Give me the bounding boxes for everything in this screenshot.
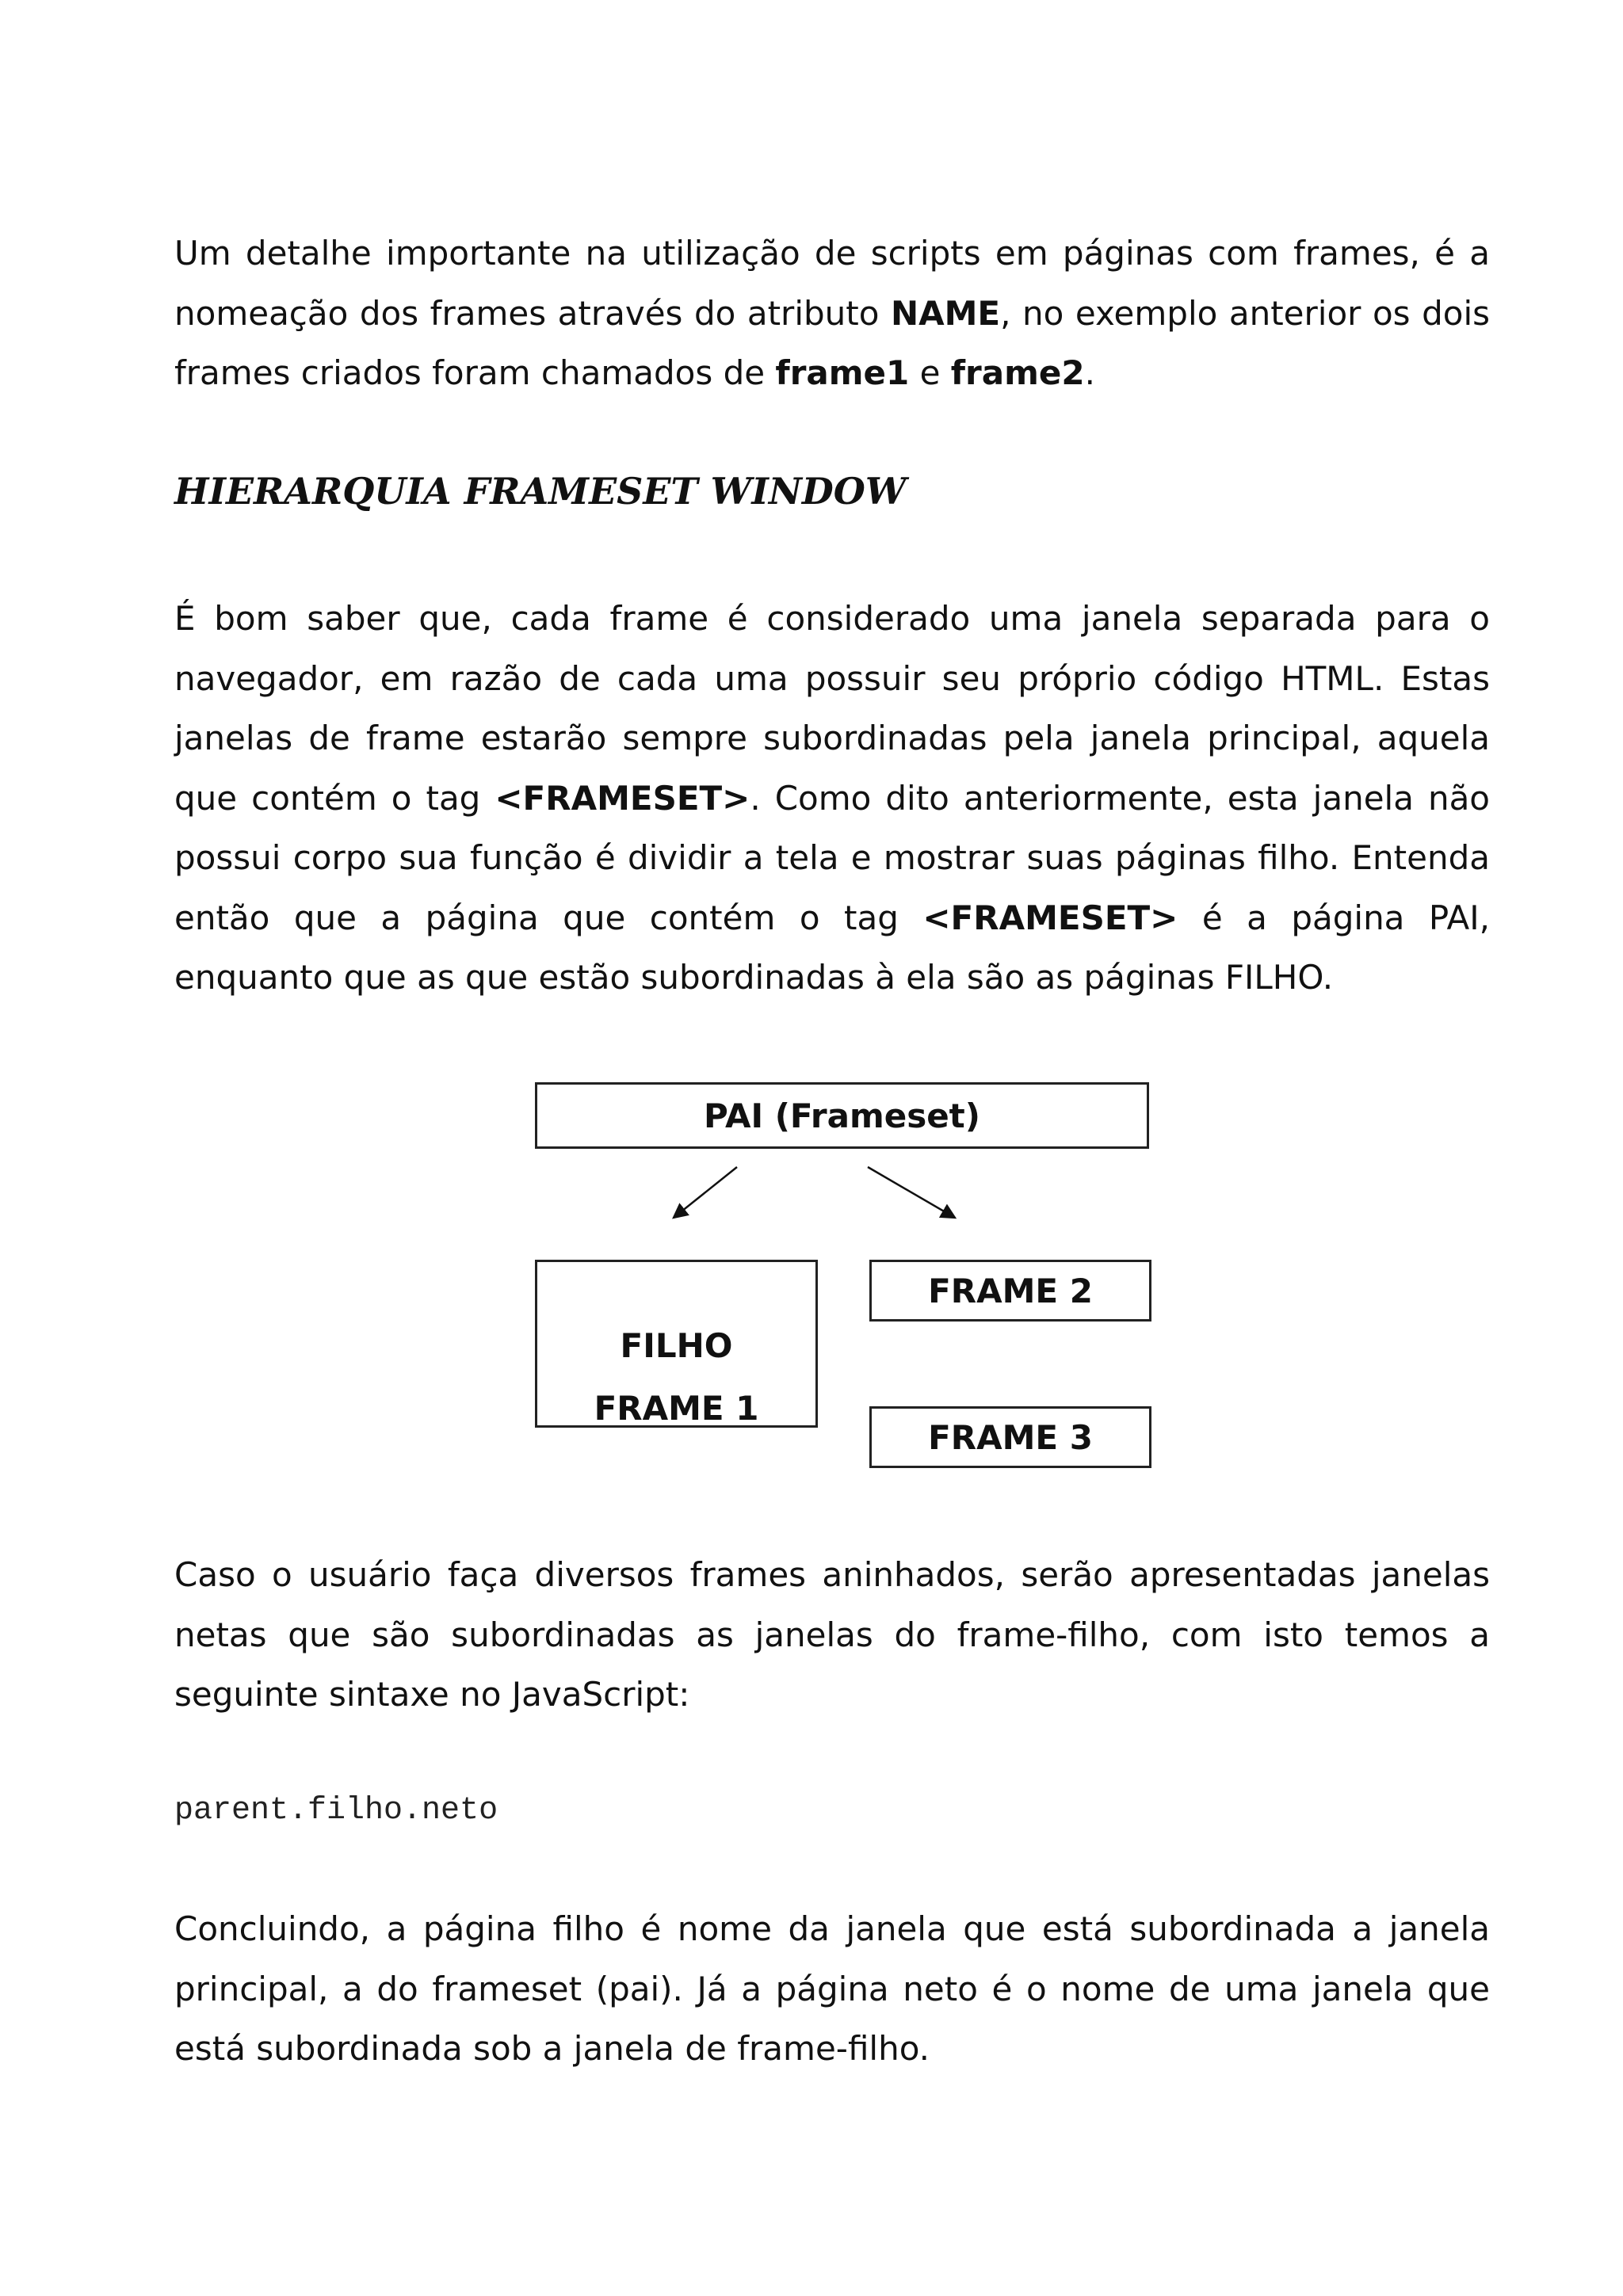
bold-frameset-tag: <FRAMESET> <box>495 778 750 818</box>
section-heading: HIERARQUIA FRAMESET WINDOW <box>174 470 907 513</box>
code-snippet: parent.filho.neto <box>174 1793 498 1829</box>
frame3-box <box>869 1406 1151 1468</box>
paragraph-text: , no exemplo anterior os dois frames criados foram chamados de <box>174 293 1490 392</box>
bold-frameset-tag: <FRAMESET> <box>922 898 1178 937</box>
paragraph-text: é a página PAI, enquanto que as que estão subordinadas à ela são as páginas FILHO. <box>174 898 1490 997</box>
frame2-label: FRAME 2 <box>928 1271 1093 1310</box>
paragraph-hierarchy <box>174 589 1490 1008</box>
parent-frameset-box <box>535 1082 1149 1149</box>
paragraph-text: . <box>1084 353 1095 392</box>
paragraph-text: e <box>909 353 951 392</box>
bold-frame1: frame1 <box>775 353 910 392</box>
paragraph-frame-naming <box>174 223 1490 403</box>
child-label: FILHO <box>620 1326 733 1365</box>
frame3-label: FRAME 3 <box>928 1417 1093 1457</box>
child-frame1-box <box>535 1260 818 1428</box>
paragraph-nested-frames: Caso o usuário faça diversos frames aninhados, serão apresentadas janelas netas que são subordinadas as janelas do frame-filho, com isto temos a seguinte sintaxe no JavaScript: <box>174 1555 1490 1714</box>
paragraph-text: É bom saber que, cada frame é considerado uma janela separada para o navegador, em razão de cada uma possuir seu próprio código HTML. Estas janelas de frame estarão sempre subordinadas pela janela principal, aquela que contém o tag <box>174 599 1490 818</box>
arrow-left <box>674 1167 737 1218</box>
paragraph-text: . Como dito anteriormente, esta janela não possui corpo sua função é dividir a tela e mostrar suas páginas filho. Entenda então que a página que contém o tag <box>174 778 1491 937</box>
paragraph-text: Um detalhe importante na utilização de scripts em páginas com frames, é a nomeação dos frames através do atributo <box>174 234 1490 333</box>
arrow-right <box>868 1167 955 1218</box>
paragraph-conclusion: Concluindo, a página filho é nome da janela que está subordinada a janela principal, a do frameset (pai). Já a página neto é o nome de uma janela que está subordinada sob a janela de frame-filho. <box>174 1909 1490 2068</box>
frame1-label: FRAME 1 <box>594 1389 759 1428</box>
bold-name-attribute: NAME <box>890 293 1001 333</box>
bold-frame2: frame2 <box>950 353 1085 392</box>
parent-frameset-label: PAI (Frameset) <box>704 1096 980 1135</box>
frame2-box <box>869 1260 1151 1322</box>
